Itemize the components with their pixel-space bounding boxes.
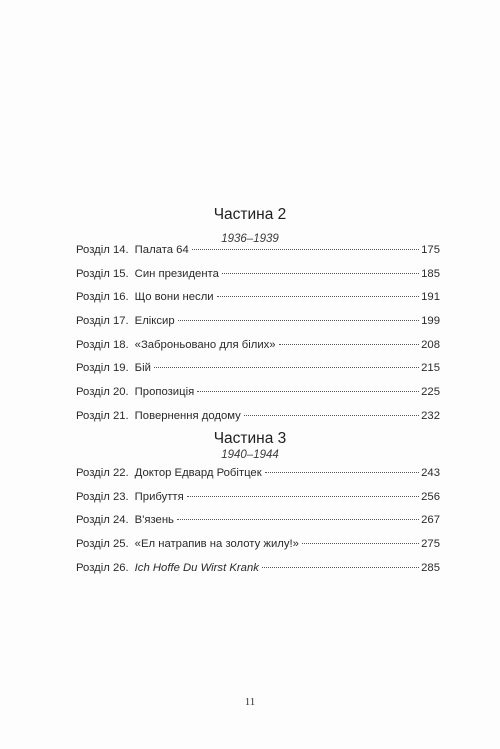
chapter-number: Розділ 17. xyxy=(76,315,129,328)
chapter-title: Еліксир xyxy=(134,315,175,328)
toc-entry xyxy=(76,291,440,315)
chapter-title: «Заброньовано для білих» xyxy=(134,338,276,351)
toc-entry xyxy=(76,339,440,363)
toc-entry xyxy=(76,562,440,586)
toc-entry xyxy=(76,386,440,410)
chapter-number: Розділ 20. xyxy=(76,386,129,399)
dot-leader xyxy=(262,567,419,568)
chapter-title: В'язень xyxy=(134,514,174,527)
chapter-number: Розділ 22. xyxy=(76,467,129,479)
dot-leader xyxy=(177,519,419,520)
toc-entry xyxy=(76,514,440,538)
chapter-title: Ich Hoffe Du Wirst Krank xyxy=(134,561,259,574)
chapter-title: Що вони несли xyxy=(134,291,214,304)
chapter-title: Син президента xyxy=(134,267,219,280)
page-ref: 275 xyxy=(421,538,440,551)
chapter-title: Палата 64 xyxy=(134,244,189,256)
page-ref: 185 xyxy=(421,267,440,280)
page-ref: 175 xyxy=(421,244,440,256)
dot-leader xyxy=(178,320,420,321)
chapter-title: Повернення додому xyxy=(134,409,241,422)
page-ref: 267 xyxy=(421,514,440,527)
page-ref: 208 xyxy=(421,338,440,351)
chapter-title: «Ел натрапив на золоту жилу!» xyxy=(134,538,299,551)
page-ref: 243 xyxy=(421,467,440,479)
chapter-number: Розділ 19. xyxy=(76,362,129,375)
toc-entry xyxy=(76,467,440,491)
dot-leader xyxy=(187,496,419,497)
page-ref: 256 xyxy=(421,490,440,503)
part-2-toc xyxy=(76,244,440,434)
page-ref: 191 xyxy=(421,291,440,304)
part-2-years: 1936–1939 xyxy=(221,233,279,245)
dot-leader xyxy=(197,391,419,392)
toc-entry xyxy=(76,538,440,562)
toc-entry xyxy=(76,362,440,386)
chapter-number: Розділ 16. xyxy=(76,291,129,304)
toc-entry xyxy=(76,315,440,339)
toc-entry xyxy=(76,268,440,292)
chapter-number: Розділ 23. xyxy=(76,490,129,503)
page-ref: 215 xyxy=(421,362,440,375)
chapter-number: Розділ 24. xyxy=(76,514,129,527)
part-3-toc xyxy=(76,467,440,585)
dot-leader xyxy=(279,344,420,345)
part-2-title: Частина 2 xyxy=(213,206,287,223)
chapter-title: Доктор Едвард Робітцек xyxy=(134,467,262,479)
chapter-number: Розділ 21. xyxy=(76,409,129,422)
dot-leader xyxy=(192,249,419,250)
dot-leader xyxy=(244,415,419,416)
toc-entry xyxy=(76,244,440,268)
part-3-title: Частина 3 xyxy=(213,430,287,447)
chapter-number: Розділ 14. xyxy=(76,244,129,256)
page-number: 11 xyxy=(244,696,256,708)
dot-leader xyxy=(154,367,419,368)
chapter-number: Розділ 15. xyxy=(76,267,129,280)
page-ref: 285 xyxy=(421,561,440,574)
toc-entry xyxy=(76,491,440,515)
chapter-number: Розділ 18. xyxy=(76,338,129,351)
chapter-title: Пропозиція xyxy=(134,386,195,399)
dot-leader xyxy=(222,273,419,274)
part-3-years: 1940–1944 xyxy=(221,449,279,461)
chapter-number: Розділ 26. xyxy=(76,561,129,574)
chapter-title: Бій xyxy=(134,362,151,375)
dot-leader xyxy=(217,296,420,297)
page-ref: 232 xyxy=(421,409,440,422)
page-ref: 199 xyxy=(421,315,440,328)
page-ref: 225 xyxy=(421,386,440,399)
dot-leader xyxy=(265,472,420,473)
dot-leader xyxy=(302,543,419,544)
chapter-title: Прибуття xyxy=(134,490,184,503)
chapter-number: Розділ 25. xyxy=(76,538,129,551)
